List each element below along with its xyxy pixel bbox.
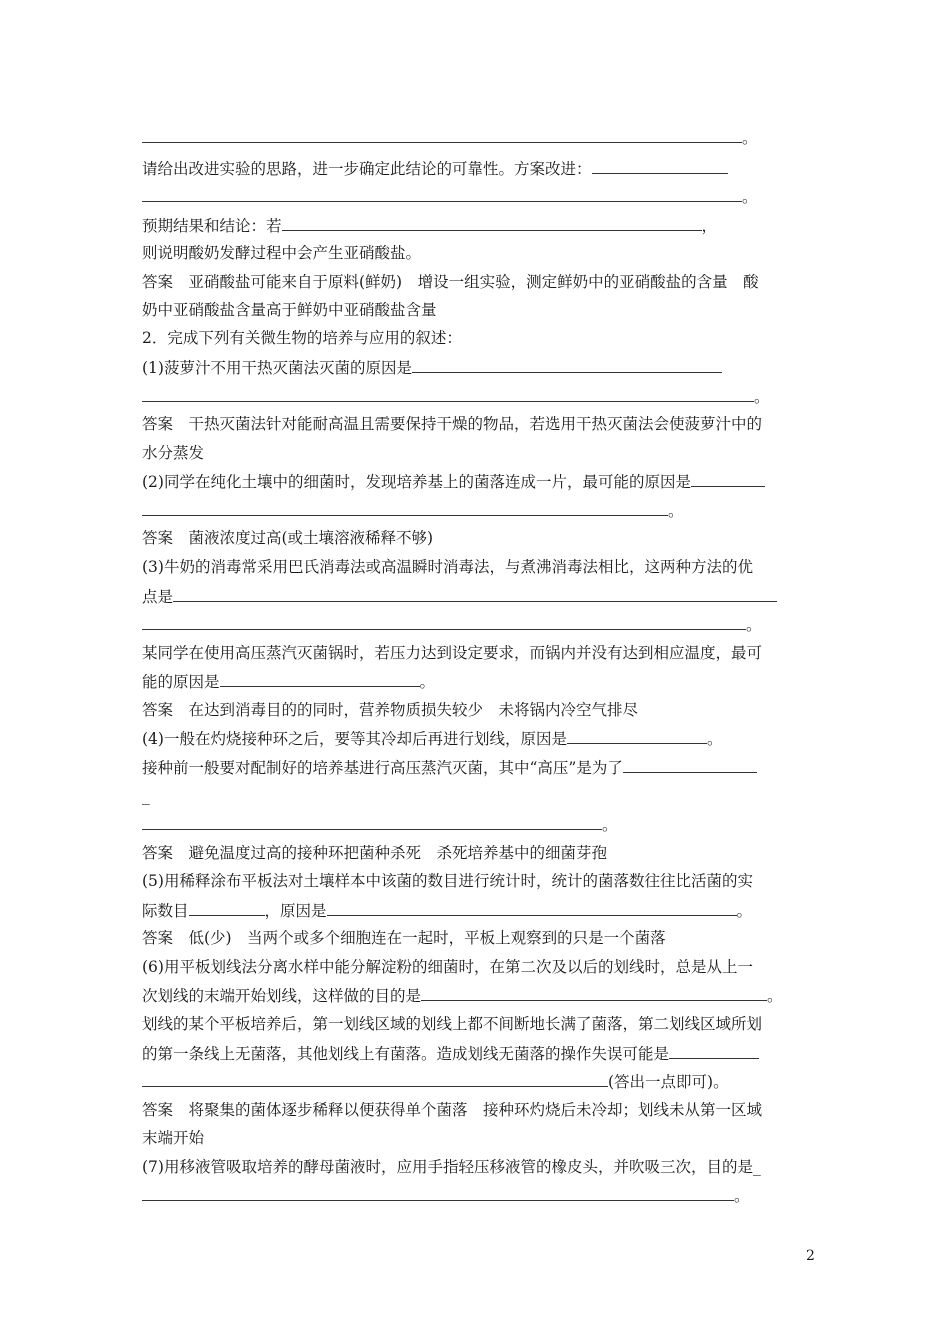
answer-blank[interactable]	[142, 500, 668, 516]
text-line: 。	[142, 614, 762, 635]
text-line: 则说明酸奶发酵过程中会产生亚硝酸盐。	[142, 244, 422, 262]
answer-line: 末端开始	[142, 1129, 205, 1147]
text-line: 。	[142, 186, 758, 207]
answer-blank[interactable]	[282, 215, 702, 231]
text-line: 点是	[142, 586, 777, 607]
text-line: 际数目 ，原因是 。	[142, 902, 753, 920]
answer-blank[interactable]	[142, 386, 754, 402]
question-heading: 2．完成下列有关微生物的培养与应用的叙述：	[142, 329, 462, 347]
answer-line: 答案 亚硝酸盐可能来自于原料(鲜奶) 增设一组实验，测定鲜奶中的亚硝酸盐的含量 酸	[142, 273, 759, 291]
text-line: 预期结果和结论：若 ，	[142, 217, 718, 235]
answer-blank[interactable]	[691, 471, 765, 487]
question-line: (2)同学在纯化土壤中的细菌时，发现培养基上的菌落连成一片，最可能的原因是	[142, 471, 765, 492]
answer-blank[interactable]	[142, 614, 746, 630]
answer-blank[interactable]	[142, 1185, 734, 1201]
answer-blank[interactable]	[592, 158, 728, 174]
answer-line: 答案 菌液浓度过高(或土壤溶液稀释不够)	[142, 529, 434, 547]
answer-blank[interactable]	[142, 127, 742, 143]
text-line: 请给出改进实验的思路，进一步确定此结论的可靠性。方案改进：	[142, 158, 728, 179]
question-line: (4)一般在灼烧接种环之后，要等其冷却后再进行划线，原因是 。	[142, 730, 723, 748]
answer-line: 答案 避免温度过高的接种环把菌种杀死 杀死培养基中的细菌芽孢	[142, 844, 608, 862]
answer-blank[interactable]	[189, 900, 265, 916]
answer-line: 答案 低(少) 当两个或多个细胞连在一起时，平板上观察到的只是一个菌落	[142, 929, 666, 947]
question-line: (1)菠萝汁不用干热灭菌法灭菌的原因是	[142, 357, 722, 378]
question-line: 某同学在使用高压蒸汽灭菌锅时，若压力达到设定要求，而锅内并没有达到相应温度，最可	[142, 644, 763, 662]
answer-blank[interactable]	[220, 671, 420, 687]
text-line: _	[142, 787, 150, 805]
question-line: (5)用稀释涂布平板法对土壤样本中该菌的数目进行统计时，统计的菌落数往往比活菌的实	[142, 872, 753, 890]
text-line: 。	[142, 1185, 750, 1206]
question-line: 接种前一般要对配制好的培养基进行高压蒸汽灭菌，其中“高压”是为了	[142, 757, 757, 778]
answer-line: 答案 将聚集的菌体逐步稀释以便获得单个菌落 接种环灼烧后未冷却；划线未从第一区域	[142, 1101, 763, 1119]
text-line: 。	[142, 500, 684, 521]
text-line: 。	[142, 814, 618, 835]
question-line: (3)牛奶的消毒常采用巴氏消毒法或高温瞬时消毒法，与煮沸消毒法相比，这两种方法的优	[142, 558, 753, 576]
answer-blank[interactable]	[142, 814, 602, 830]
answer-line: 答案 干热灭菌法针对能耐高温且需要保持干燥的物品，若选用干热灭菌法会使菠萝汁中的	[142, 415, 763, 433]
answer-blank[interactable]	[412, 357, 722, 373]
question-line: 的第一条线上无菌落，其他划线上有菌落。造成划线无菌落的操作失误可能是	[142, 1043, 759, 1064]
text-line: 能的原因是 。	[142, 673, 436, 691]
answer-line: 奶中亚硝酸盐含量高于鲜奶中亚硝酸盐含量	[142, 301, 437, 319]
question-line: (6)用平板划线法分离水样中能分解淀粉的细菌时，在第二次及以后的划线时，总是从上一	[142, 958, 753, 976]
text-line: (答出一点即可)。	[142, 1071, 729, 1092]
answer-line: 水分蒸发	[142, 444, 205, 462]
answer-blank[interactable]	[173, 586, 777, 602]
text-line: 。	[142, 127, 758, 148]
question-line: 划线的某个平板培养后，第一划线区域的划线上都不间断地长满了菌落，第二划线区域所划	[142, 1015, 763, 1033]
answer-blank[interactable]	[142, 1071, 608, 1087]
answer-blank[interactable]	[142, 186, 742, 202]
page-number: 2	[806, 1248, 815, 1264]
answer-blank[interactable]	[623, 757, 757, 773]
answer-blank[interactable]	[567, 728, 707, 744]
text-line: 。	[142, 386, 770, 407]
question-line: (7)用移液管吸取培养的酵母菌液时，应用手指轻压移液管的橡皮头，并吹吸三次，目的是_	[142, 1158, 761, 1176]
answer-blank[interactable]	[327, 900, 737, 916]
answer-blank[interactable]	[669, 1043, 759, 1059]
text-line: 次划线的末端开始划线，这样做的目的是 。	[142, 987, 783, 1005]
answer-line: 答案 在达到消毒目的的同时，营养物质损失较少 未将锅内冷空气排尽	[142, 701, 639, 719]
answer-blank[interactable]	[421, 985, 767, 1001]
